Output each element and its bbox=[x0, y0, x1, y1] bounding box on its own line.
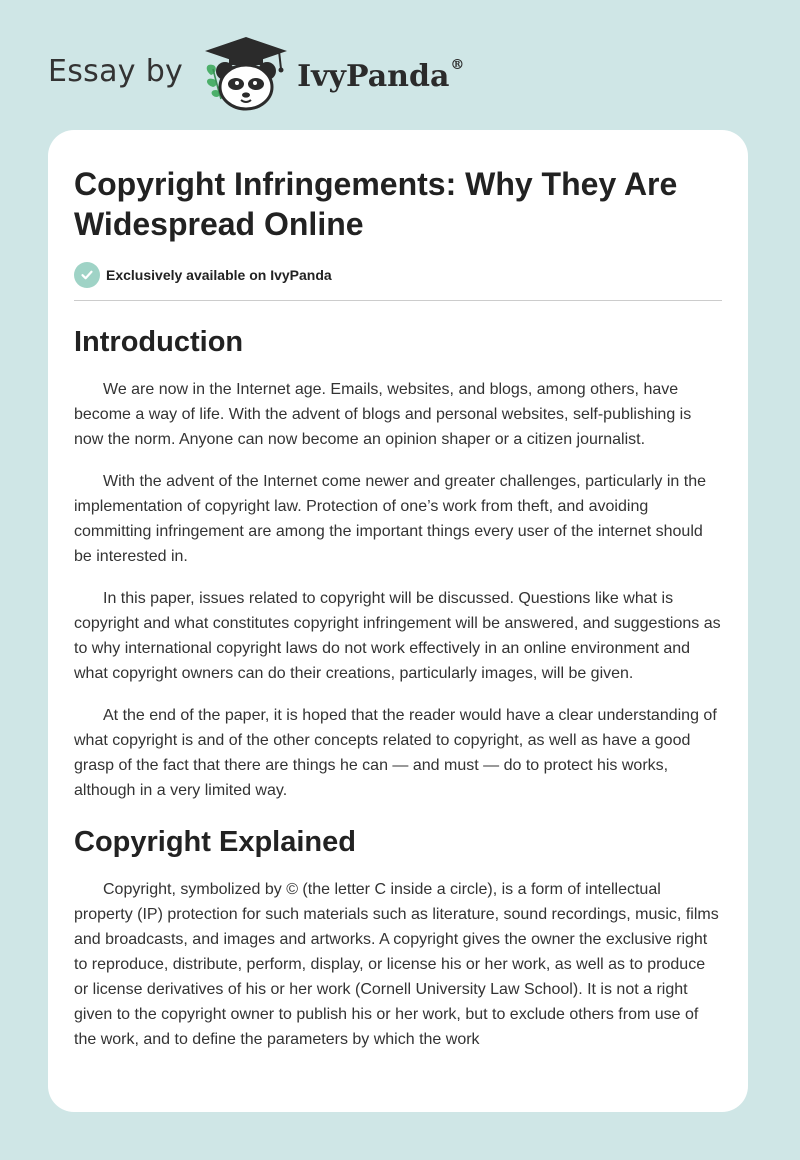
panda-logo-icon[interactable] bbox=[201, 35, 291, 113]
paragraph: We are now in the Internet age. Emails, websites, and blogs, among others, have become a way of life. With the advent of blogs and personal websites, self-publishing is now the norm. Anyone can now become an opinion shaper or a citizen journalist. bbox=[74, 381, 692, 448]
brand-name[interactable]: IvyPanda® bbox=[297, 56, 465, 94]
paragraph: With the advent of the Internet come newer and greater challenges, particularly in the implementation of copyright law. Protection of one’s work from theft, and avoiding committing infringement are among the important things every user of the internet should be interested in. bbox=[74, 473, 707, 565]
paragraph: Copyright, symbolized by © (the letter C inside a circle), is a form of intellectual property (IP) protection for such materials such as literature, sound recordings, music, films and broadcasts, and images and artworks. A copyright gives the owner the exclusive right to reproduce, distribute, perform, display, or license his or her work, as well as to produce or license derivatives of his or her work (Cornell University Law School). It is not a right given to the copyright owner to publish his or her work, but to exclude others from use of the work, and to define the parameters by which the work bbox=[74, 881, 719, 1048]
section-heading-copyright-explained: Copyright Explained bbox=[74, 826, 356, 858]
exclusive-badge-text: Exclusively available on IvyPanda bbox=[106, 267, 332, 283]
article-card bbox=[48, 130, 748, 1112]
exclusive-badge bbox=[74, 262, 722, 288]
paragraph: At the end of the paper, it is hoped that the reader would have a clear understanding of what copyright is and of the other concepts related to copyright, as well as have a good grasp of the fact that there are things he can — and must — do to protect his works, although in a very limited way. bbox=[74, 707, 717, 799]
essay-by-label: Essay by bbox=[48, 53, 184, 89]
paragraph: In this paper, issues related to copyright will be discussed. Questions like what is copyright and what constitutes copyright infringement will be answered, and suggestions as to why international copyright laws do not work effectively in an online environment and what copyright owners can do their creations, particularly images, will be given. bbox=[74, 590, 721, 682]
section-heading-introduction: Introduction bbox=[74, 326, 244, 358]
site-header bbox=[48, 34, 464, 114]
article-title: Copyright Infringements: Why They Are Widespread Online bbox=[74, 166, 678, 242]
registered-mark: ® bbox=[450, 56, 465, 73]
check-icon bbox=[74, 262, 100, 288]
divider bbox=[74, 300, 722, 301]
article-content bbox=[74, 164, 722, 1069]
